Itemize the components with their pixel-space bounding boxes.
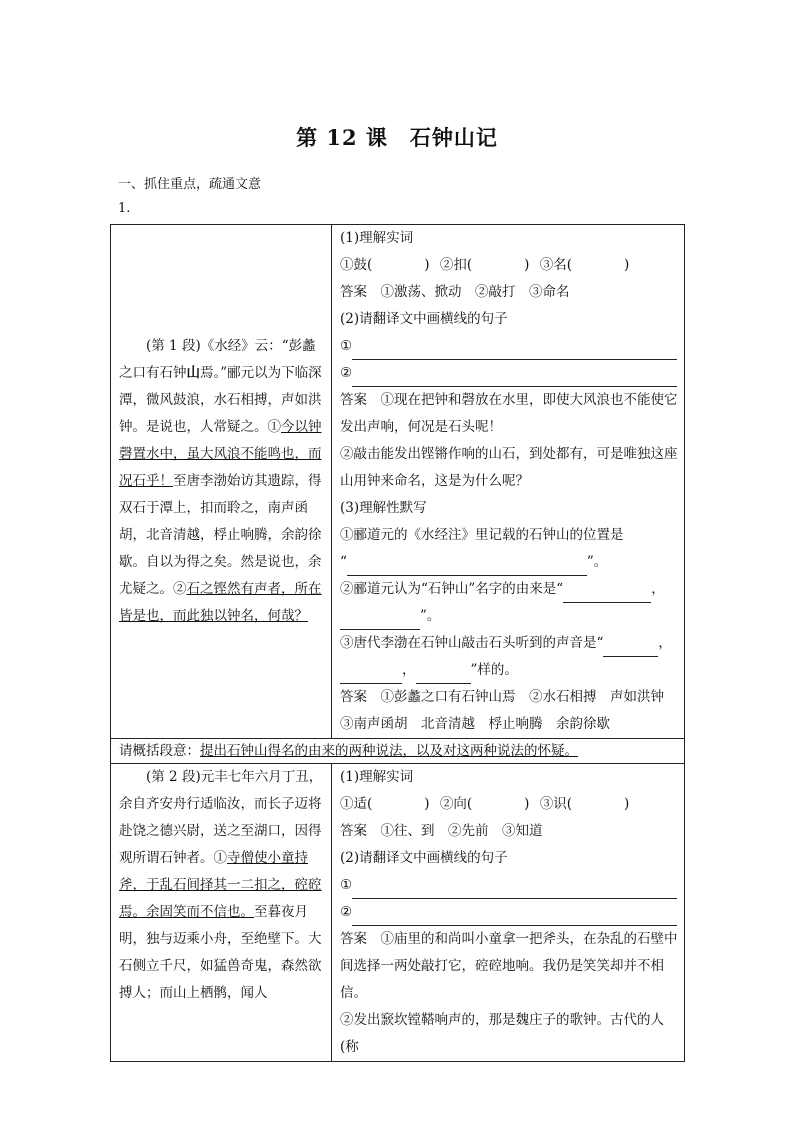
table-row bbox=[111, 764, 685, 1062]
exercise-cell-2 bbox=[332, 764, 685, 1062]
answer-dictation-2: ③南声函胡 北音清越 桴止响腾 余韵徐歇 bbox=[340, 716, 610, 732]
dictation-question-3: ③唐代李渤在石钟山敲击石头听到的声音是“ ， ， ”样的。 bbox=[340, 630, 678, 684]
answer-translate-1: 答案 ①庙里的和尚叫小童拿一把斧头，在杂乱的石壁中间选择一两处敲打它，硿硿地响。我仍是笑笑却并不相信。 bbox=[340, 931, 678, 1001]
underlined-sentence-1: 寺僧使小童持斧，于乱石间择其一二扣之，硿硿焉。余固笑而不信也。 bbox=[119, 850, 322, 920]
subheading-vocab: (1)理解实词 bbox=[340, 769, 414, 785]
subheading-dictation: (3)理解性默写 bbox=[340, 500, 427, 516]
passage-text: (第 2 段)元丰七年六月丁丑，余自齐安舟行适临汝，而长子迈将赴饶之德兴尉，送之至湖口，因得观所谓石钟者。①寺僧使小童持斧，于乱石间择其一二扣之，硿硿焉。余固笑而不信也。至暮夜月明，独与迈乘小舟，至绝壁下。大石侧立千尺，如猛兽奇鬼，森然欲搏人；而山上栖鹘，闻人 bbox=[119, 769, 323, 1001]
dictation-question-2: ②郦道元认为“石钟山”名字的由来是“ ， ”。 bbox=[340, 576, 678, 630]
table-row bbox=[111, 739, 685, 764]
dictation-question-1: ①郦道元的《水经注》里记载的石钟山的位置是 “ ”。 bbox=[340, 522, 678, 576]
underlined-sentence-2: 石之铿然有声者，所在皆是也，而此独以钟名，何哉？ bbox=[119, 581, 322, 624]
blank-line-1: ① bbox=[340, 333, 678, 360]
vocab-items: ①鼓( ) ②扣( ) ③名( ) bbox=[340, 257, 630, 273]
underlined-sentence-1: 今以钟磬置水中，虽大风浪不能鸣也，而况石乎！ bbox=[119, 419, 322, 489]
answer-vocab: 答案 ①激荡、掀动 ②敲打 ③命名 bbox=[340, 284, 570, 300]
subheading-translate: (2)请翻译文中画横线的句子 bbox=[340, 850, 508, 866]
passage-paragraph-2 bbox=[111, 764, 332, 1062]
page-title: 第 12 课 石钟山记 bbox=[296, 125, 498, 150]
blank-line-1: ① bbox=[340, 872, 678, 899]
item-number: 1. bbox=[118, 201, 131, 216]
table-row bbox=[111, 225, 685, 739]
answer-translate-2: ②发出窾坎镗鞳响声的，那是魏庄子的歌钟。古代的人(称 bbox=[340, 1012, 664, 1055]
summary-label: 请概括段意： bbox=[119, 743, 200, 759]
answer-dictation-1: 答案 ①彭蠡之口有石钟山焉 ②水石相搏 声如洪钟 bbox=[340, 689, 664, 705]
exercise-cell-1 bbox=[332, 225, 685, 739]
summary-text: 提出石钟山得名的由来的两种说法，以及对这两种说法的怀疑。 bbox=[200, 743, 578, 759]
answer-translate-2: ②敲击能发出铿锵作响的山石，到处都有，可是唯独这座山用钟来命名，这是为什么呢？ bbox=[340, 446, 678, 489]
blank-line-2: ② bbox=[340, 899, 678, 926]
answer-translate-1: 答案 ①现在把钟和磬放在水里，即使大风浪也不能使它发出声响，何况是石头呢！ bbox=[340, 392, 678, 435]
answer-vocab: 答案 ①往、到 ②先前 ③知道 bbox=[340, 823, 543, 839]
vocab-items: ①适( ) ②向( ) ③识( ) bbox=[340, 796, 630, 812]
subheading-vocab: (1)理解实词 bbox=[340, 230, 414, 246]
passage-text: (第 1 段)《水经》云：“彭蠡之口有石钟山焉。”郦元以为下临深潭，微风鼓浪，水石相搏，声如洪钟。是说也，人常疑之。①今以钟磬置水中，虽大风浪不能鸣也，而况石乎！至唐李渤始访其遗踪，得双石于潭上，扣而聆之，南声函胡，北音清越，桴止响腾，余韵徐歇。自以为得之矣。然是说也，余尤疑之。②石之铿然有声者，所在皆是也，而此独以钟名，何哉？ bbox=[119, 338, 322, 624]
section-heading: 一、抓住重点，疏通文意 bbox=[118, 177, 262, 192]
blank-line-2: ② bbox=[340, 360, 678, 387]
study-table bbox=[110, 224, 685, 1062]
subheading-translate: (2)请翻译文中画横线的句子 bbox=[340, 311, 508, 327]
summary-row bbox=[111, 739, 685, 764]
passage-paragraph-1 bbox=[111, 225, 332, 739]
